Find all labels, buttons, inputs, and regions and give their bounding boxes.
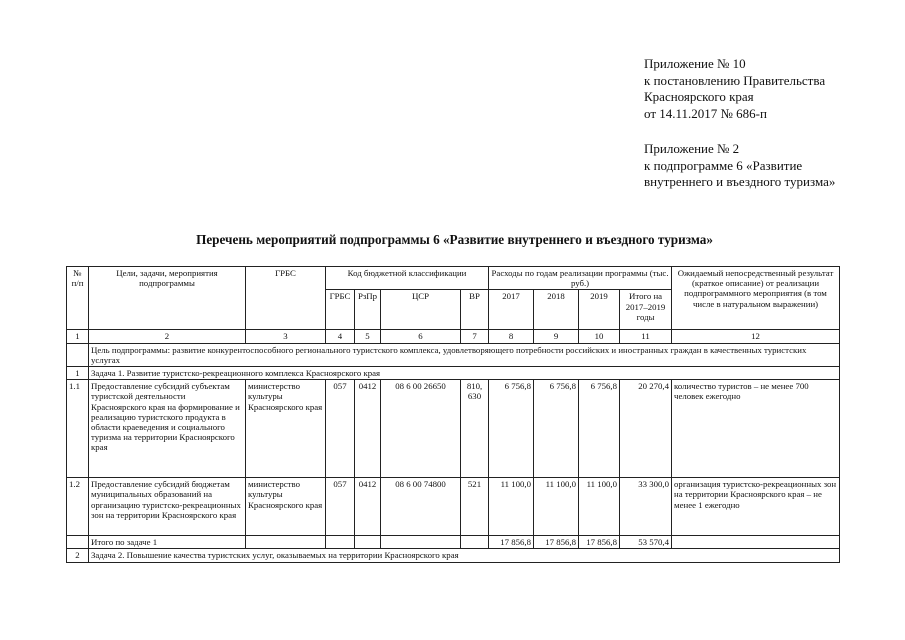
- row-grbs-name: министерство культуры Красноярского края: [246, 478, 326, 536]
- measures-table: [66, 266, 840, 563]
- task-row: [67, 367, 840, 380]
- appendix-line: к постановлению Правительства: [644, 72, 826, 88]
- subtotal-empty: [355, 536, 381, 549]
- subtotal-2019: 17 856,8: [579, 536, 620, 549]
- row-name: Предоставление субсидий субъектам туристской деятельности Красноярского края на формирование и реализацию туристского продукта в области краеведения и социального туризма на территории Красноярского края: [89, 380, 246, 478]
- goal-text: Цель подпрограммы: развитие конкурентоспособного регионального туристского комплекса, удовлетворяющего потребности российских и иностранных граждан в качественных туристских услугах: [89, 343, 840, 366]
- header-2017: 2017: [489, 290, 534, 330]
- appendix-line: к подпрограмме 6 «Развитие: [644, 157, 803, 173]
- subtotal-empty: [672, 536, 840, 549]
- row-total: 33 300,0: [620, 478, 672, 536]
- row-name: Предоставление субсидий бюджетам муниципальных образований на организацию туристско-рекреационных зон на территории Красноярского края: [89, 478, 246, 536]
- column-number-row: [67, 330, 840, 343]
- row-2017: 11 100,0: [489, 478, 534, 536]
- task-no: 1: [67, 367, 89, 380]
- column-number: 7: [461, 330, 489, 343]
- header-grbs: ГРБС: [246, 267, 326, 330]
- goal-row: [67, 343, 840, 366]
- appendix-line: от 14.11.2017 № 686-п: [644, 105, 767, 121]
- row-total: 20 270,4: [620, 380, 672, 478]
- task-text: Задача 2. Повышение качества туристских услуг, оказываемых на территории Красноярского края: [89, 549, 840, 562]
- column-number: 6: [381, 330, 461, 343]
- table-header-row: [67, 267, 840, 290]
- subtotal-label: Итого по задаче 1: [89, 536, 246, 549]
- row-no: 1.1: [67, 380, 89, 478]
- row-result: организация туристско-рекреационных зон на территории Красноярского края – не менее 1 ежегодно: [672, 478, 840, 536]
- subtotal-2017: 17 856,8: [489, 536, 534, 549]
- row-2019: 6 756,8: [579, 380, 620, 478]
- task-row: [67, 549, 840, 562]
- column-number: 11: [620, 330, 672, 343]
- header-code-vr: ВР: [461, 290, 489, 330]
- subtotal-no-cell: [67, 536, 89, 549]
- row-csr: 08 6 00 74800: [381, 478, 461, 536]
- row-no: 1.2: [67, 478, 89, 536]
- column-number: 5: [355, 330, 381, 343]
- column-number: 9: [534, 330, 579, 343]
- row-2018: 11 100,0: [534, 478, 579, 536]
- subtotal-row: [67, 536, 840, 549]
- header-2018: 2018: [534, 290, 579, 330]
- appendix-line: Красноярского края: [644, 89, 754, 104]
- row-result: количество туристов – не менее 700 человек ежегодно: [672, 380, 840, 478]
- column-number: 8: [489, 330, 534, 343]
- header-goals: Цели, задачи, мероприятия подпрограммы: [89, 267, 246, 330]
- column-number: 3: [246, 330, 326, 343]
- subtotal-empty: [381, 536, 461, 549]
- subtotal-empty: [246, 536, 326, 549]
- table-row: [67, 478, 840, 536]
- task-text: Задача 1. Развитие туристско-рекреационного комплекса Красноярского края: [89, 367, 840, 380]
- header-no: № п/п: [67, 267, 89, 330]
- row-grbs-name: министерство культуры Красноярского края: [246, 380, 326, 478]
- row-2017: 6 756,8: [489, 380, 534, 478]
- row-2019: 11 100,0: [579, 478, 620, 536]
- header-code-grbs: ГРБС: [326, 290, 355, 330]
- row-vr: 810, 630: [461, 380, 489, 478]
- row-rzpr: 0412: [355, 380, 381, 478]
- header-code-csr: ЦСР: [381, 290, 461, 330]
- goal-no-cell: [67, 343, 89, 366]
- column-number: 12: [672, 330, 840, 343]
- header-2019: 2019: [579, 290, 620, 330]
- appendix-line: внутреннего и въездного туризма»: [644, 174, 836, 189]
- appendix-header: [644, 56, 825, 122]
- column-number: 4: [326, 330, 355, 343]
- header-code-rzpr: РзПр: [355, 290, 381, 330]
- header-result: Ожидаемый непосредственный результат (краткое описание) от реализации подпрограммного мероприятия (в том числе в натуральном выражении): [672, 267, 840, 330]
- column-number: 2: [89, 330, 246, 343]
- task-no: 2: [67, 549, 89, 562]
- row-rzpr: 0412: [355, 478, 381, 536]
- row-2018: 6 756,8: [534, 380, 579, 478]
- subtotal-2018: 17 856,8: [534, 536, 579, 549]
- header-expenses: Расходы по годам реализации программы (тыс. руб.): [489, 267, 672, 290]
- appendix-line: Приложение № 10: [644, 56, 746, 71]
- header-total: Итого на 2017–2019 годы: [620, 290, 672, 330]
- subtotal-empty: [461, 536, 489, 549]
- column-number: 10: [579, 330, 620, 343]
- row-grbs: 057: [326, 380, 355, 478]
- column-number: 1: [67, 330, 89, 343]
- appendix-line: Приложение № 2: [644, 141, 740, 156]
- table-row: [67, 380, 840, 478]
- row-vr: 521: [461, 478, 489, 536]
- subtotal-total: 53 570,4: [620, 536, 672, 549]
- header-budget-code: Код бюджетной классификации: [326, 267, 489, 290]
- document-title: Перечень мероприятий подпрограммы 6 «Развитие внутреннего и въездного туризма»: [196, 232, 713, 247]
- row-grbs: 057: [326, 478, 355, 536]
- sub-appendix-header: [644, 141, 835, 191]
- row-csr: 08 6 00 26650: [381, 380, 461, 478]
- subtotal-empty: [326, 536, 355, 549]
